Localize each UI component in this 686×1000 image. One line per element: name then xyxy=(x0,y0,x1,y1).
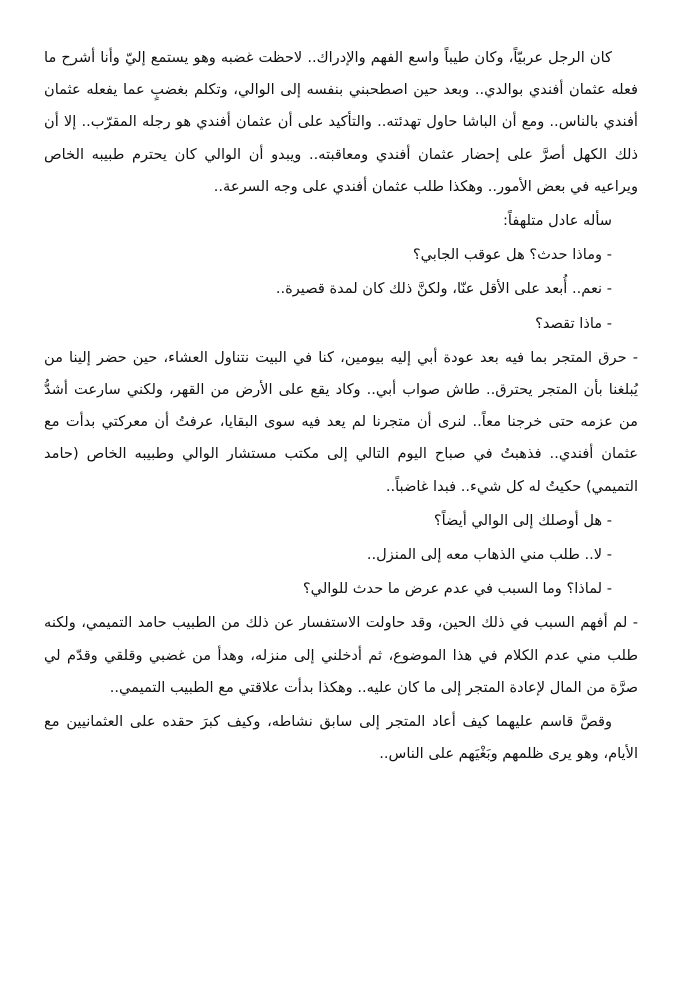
dialogue-line-2: - نعم.. أُبعد على الأقل عنّا، ولكنَّ ذلك كان لمدة قصيرة.. xyxy=(275,280,612,298)
dialogue-paragraph-long-1: - حرق المتجر بما فيه بعد عودة أبي إليه بيومين، كنا في البيت نتناول العشاء، حين حضر إلينا من يُبلغنا بأن المتجر يحترق.. طاش صواب أبي.. وكاد يقع على الأرض من القهر، ولكني سارعت أشدُّ من عزمه حتى خرجنا معاً.. لنرى أن متجرنا لم يعد فيه سوى البقايا، عرفتُ أن معركتي بدأت مع عثمان أفندي.. فذهبتُ في صباح اليوم التالي إلى مكتب مستشار الوالي وطبيبه الخاص (حامد التميمي) حكيتُ له كل شيء.. فبدا غاضباً.. xyxy=(44,348,638,495)
dialogue-line-4: - هل أوصلك إلى الوالي أيضاً؟ xyxy=(433,511,612,529)
dialogue-line-3: - ماذا تقصد؟ xyxy=(535,314,612,332)
paragraph-question-intro: سأله عادل متلهفاً: xyxy=(502,212,612,230)
dialogue-line-6: - لماذا؟ وما السبب في عدم عرض ما حدث للوالي؟ xyxy=(302,580,612,598)
dialogue-line-1: - وماذا حدث؟ هل عوقب الجابي؟ xyxy=(412,246,612,264)
paragraph-narration-1: كان الرجل عربيّاً، وكان طيباً واسع الفهم والإدراك.. لاحظت غضبه وهو يستمع إليّ وأنا أشرح ما فعله عثمان أفندي بوالدي.. وبعد حين اصطحبني بنفسه إلى الوالي، وتكلم بغضبٍ عما يفعله عثمان أفندي بالناس.. ومع أن الباشا حاول تهدئته.. والتأكيد على أن عثمان أفندي هو رجله المقرّب.. إلا أن ذلك الكهل أصرَّ على إحضار عثمان أفندي ومعاقبته.. ويبدو أن الوالي كان يحترم طبيبه الخاص ويراعيه في بعض الأمور.. وهكذا طلب عثمان أفندي على وجه السرعة.. xyxy=(44,49,638,195)
dialogue-line-5: - لا.. طلب مني الذهاب معه إلى المنزل.. xyxy=(366,546,612,564)
paragraph-narration-2: وقصَّ قاسم عليهما كيف أعاد المتجر إلى سابق نشاطه، وكيف كبرَ حقده على العثمانيين مع الأيام، وهو يرى ظلمهم وبَغْيَهم على الناس.. xyxy=(44,713,638,763)
dialogue-paragraph-long-2: - لم أفهم السبب في ذلك الحين، وقد حاولت الاستفسار عن ذلك من الطبيب حامد التميمي، ولكنه طلب مني عدم الكلام في هذا الموضوع، ثم أدخلني إلى منزله، وهدأ من غضبي وقلقي وقدّم لي صرَّة من المال لإعادة المتجر إلى ما كان عليه.. وهكذا بدأت علاقتي مع الطبيب التميمي.. xyxy=(44,614,638,696)
